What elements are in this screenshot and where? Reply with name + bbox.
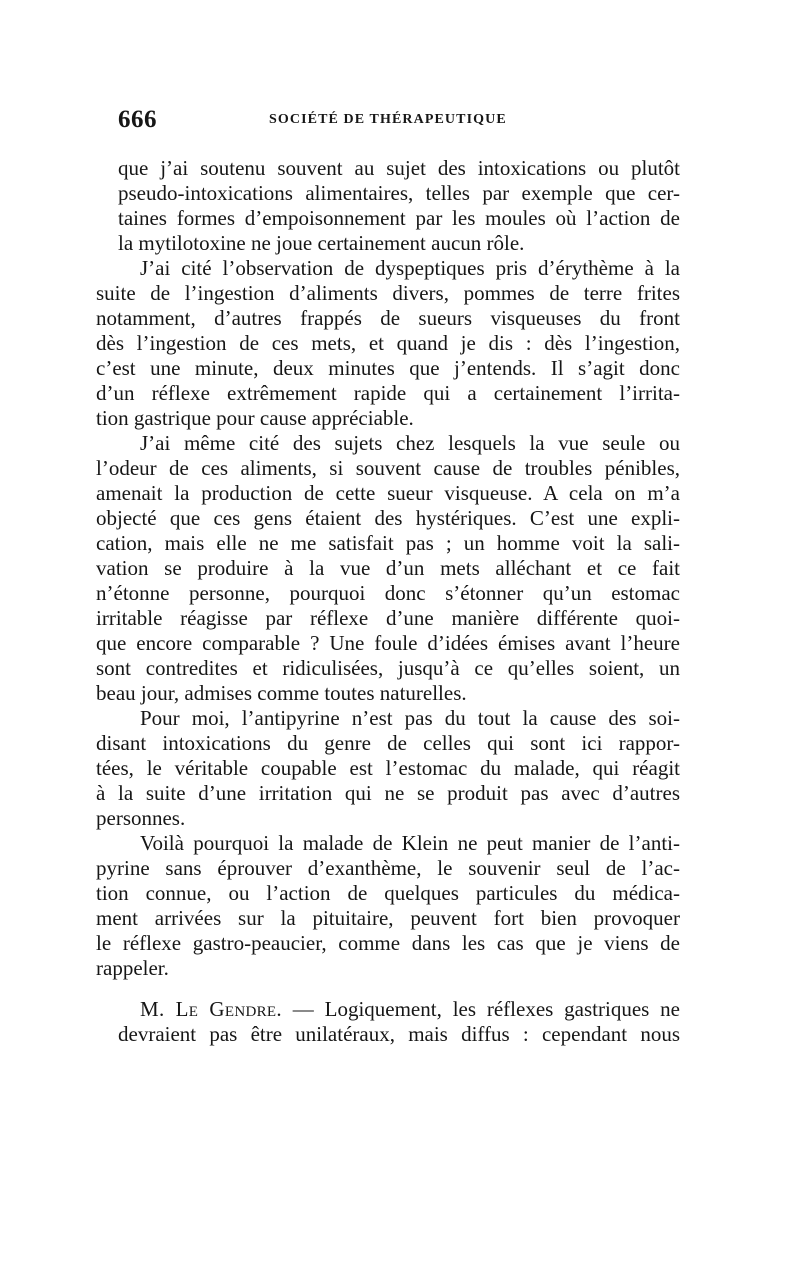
text-line: d’un réflexe extrêmement rapide qui a certainement l’irrita- (96, 381, 680, 405)
text-line: le réflexe gastro-peaucier, comme dans les cas que je viens de (96, 931, 680, 955)
text-line: cation, mais elle ne me satisfait pas ; un homme voit la sali- (96, 531, 680, 555)
text-line: tion gastrique pour cause appréciable. (96, 406, 414, 430)
text-line: c’est une minute, deux minutes que j’entends. Il s’agit donc (96, 356, 680, 380)
paragraph-dyspeptiques (96, 256, 680, 431)
text-line: disant intoxications du genre de celles qui sont ici rappor- (96, 731, 680, 755)
text-line: suite de l’ingestion d’aliments divers, pommes de terre frites (96, 281, 680, 305)
article-body (96, 156, 680, 1047)
paragraph-klein (96, 831, 680, 981)
running-head (118, 104, 680, 140)
journal-title: SOCIÉTÉ DE THÉRAPEUTIQUE (269, 112, 507, 127)
text-line: que j’ai soutenu souvent au sujet des intoxications ou plutôt (118, 156, 680, 180)
text-line: à la suite d’une irritation qui ne se produit pas avec d’autres (96, 781, 680, 805)
text-line: la mytilotoxine ne joue certainement aucun rôle. (118, 231, 525, 255)
text-line: devraient pas être unilatéraux, mais diffus : cependant nous (118, 1022, 680, 1046)
text-line: Voilà pourquoi la malade de Klein ne peut manier de l’anti- (140, 831, 680, 855)
text-line: l’odeur de ces aliments, si souvent cause de troubles pénibles, (96, 456, 680, 480)
text-line: amenait la production de cette sueur visqueuse. A cela on m’a (96, 481, 680, 505)
text-line: pseudo-intoxications alimentaires, telles par exemple que cer- (118, 181, 680, 205)
paragraph-hysteriques (96, 431, 680, 706)
text-line: dès l’ingestion de ces mets, et quand je dis : dès l’ingestion, (96, 331, 680, 355)
text-line: tées, le véritable coupable est l’estomac du malade, qui réagit (96, 756, 680, 780)
text-line: tion connue, ou l’action de quelques particules du médica- (96, 881, 680, 905)
text-line: personnes. (96, 806, 186, 830)
text-line: sont contredites et ridiculisées, jusqu’à ce qu’elles soient, un (96, 656, 680, 680)
text-line: objecté que ces gens étaient des hystériques. C’est une expli- (96, 506, 680, 530)
text-line: pyrine sans éprouver d’exanthème, le souvenir seul de l’ac- (96, 856, 680, 880)
text-line: irritable réagisse par réflexe d’une manière différente quoi- (96, 606, 680, 630)
text-line: ment arrivées sur la pituitaire, peuvent fort bien provoquer (96, 906, 680, 930)
text-line: notamment, d’autres frappés de sueurs visqueuses du front (96, 306, 680, 330)
text-line: taines formes d’empoisonnement par les moules où l’action de (118, 206, 680, 230)
paragraph-continuation (118, 156, 680, 256)
text-line: Pour moi, l’antipyrine n’est pas du tout la cause des soi- (140, 706, 680, 730)
text-line: vation se produire à la vue d’un mets alléchant et ce fait (96, 556, 680, 580)
paragraph-antipyrine (96, 706, 680, 831)
text-line: n’étonne personne, pourquoi donc s’étonner qu’un estomac (96, 581, 680, 605)
text-line: que encore comparable ? Une foule d’idées émises avant l’heure (96, 631, 680, 655)
text-line: — Logiquement, les réflexes gastriques ne (281, 997, 680, 1021)
text-line: beau jour, admises comme toutes naturelles. (96, 681, 467, 705)
page-number: 666 (118, 106, 157, 133)
text-line: J’ai même cité des sujets chez lesquels la vue seule ou (140, 431, 680, 455)
text-line: rappeler. (96, 956, 169, 980)
speaker-name: M. Le Gendre. (140, 997, 282, 1021)
text-line: J’ai cité l’observation de dyspeptiques pris d’érythème à la (140, 256, 680, 280)
paragraph-le-gendre (118, 997, 680, 1047)
book-page (96, 104, 680, 1068)
